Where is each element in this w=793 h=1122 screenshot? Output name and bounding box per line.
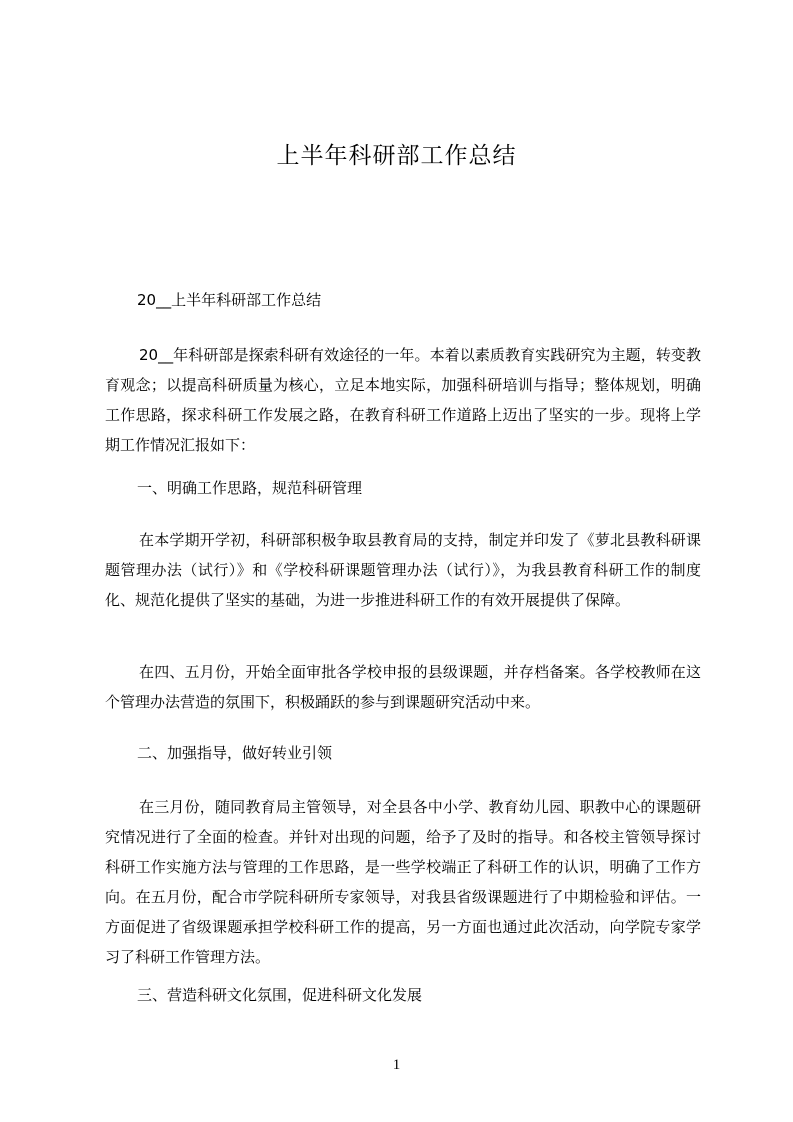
section-1-paragraph-1: 在本学期开学初，科研部积极争取县教育局的支持，制定并印发了《萝北县教科研课题管理办法（试行）》和《学校科研课题管理办法（试行）》，为我县教育科研工作的制度化、规范化提供了坚实的基础，为进一步推进科研工作的有效开展提供了保障。 xyxy=(105,531,701,609)
section-heading-2: 二、加强指导，做好转业引领 xyxy=(137,744,333,762)
section-1-paragraph-2: 在四、五月份，开始全面审批各学校申报的县级课题，并存档备案。各学校教师在这个管理办法营造的氛围下，积极踊跃的参与到课题研究活动中来。 xyxy=(105,663,701,711)
page-number: 1 xyxy=(392,1057,401,1073)
intro-paragraph: 20__年科研部是探索科研有效途径的一年。本着以素质教育实践研究为主题，转变教育观念；以提高科研质量为核心，立足本地实际，加强科研培训与指导；整体规划，明确工作思路，探求科研工作发展之路，在教育科研工作道路上迈出了坚实的一步。现将上学期工作情况汇报如下： xyxy=(105,346,701,454)
section-heading-1: 一、明确工作思路，规范科研管理 xyxy=(137,479,363,497)
document-title: 上半年科研部工作总结 xyxy=(276,143,517,169)
document-subtitle: 20__上半年科研部工作总结 xyxy=(137,291,322,309)
section-heading-3: 三、营造科研文化氛围，促进科研文化发展 xyxy=(137,986,423,1004)
section-2-paragraph-1: 在三月份，随同教育局主管领导，对全县各中小学、教育幼儿园、职教中心的课题研究情况进行了全面的检查。并针对出现的问题，给予了及时的指导。和各校主管领导探讨科研工作实施方法与管理的工作思路，是一些学校端正了科研工作的认识，明确了工作方向。在五月份，配合市学院科研所专家领导，对我县省级课题进行了中期检验和评估。一方面促进了省级课题承担学校科研工作的提高，另一方面也通过此次活动，向学院专家学习了科研工作管理方法。 xyxy=(105,798,701,966)
